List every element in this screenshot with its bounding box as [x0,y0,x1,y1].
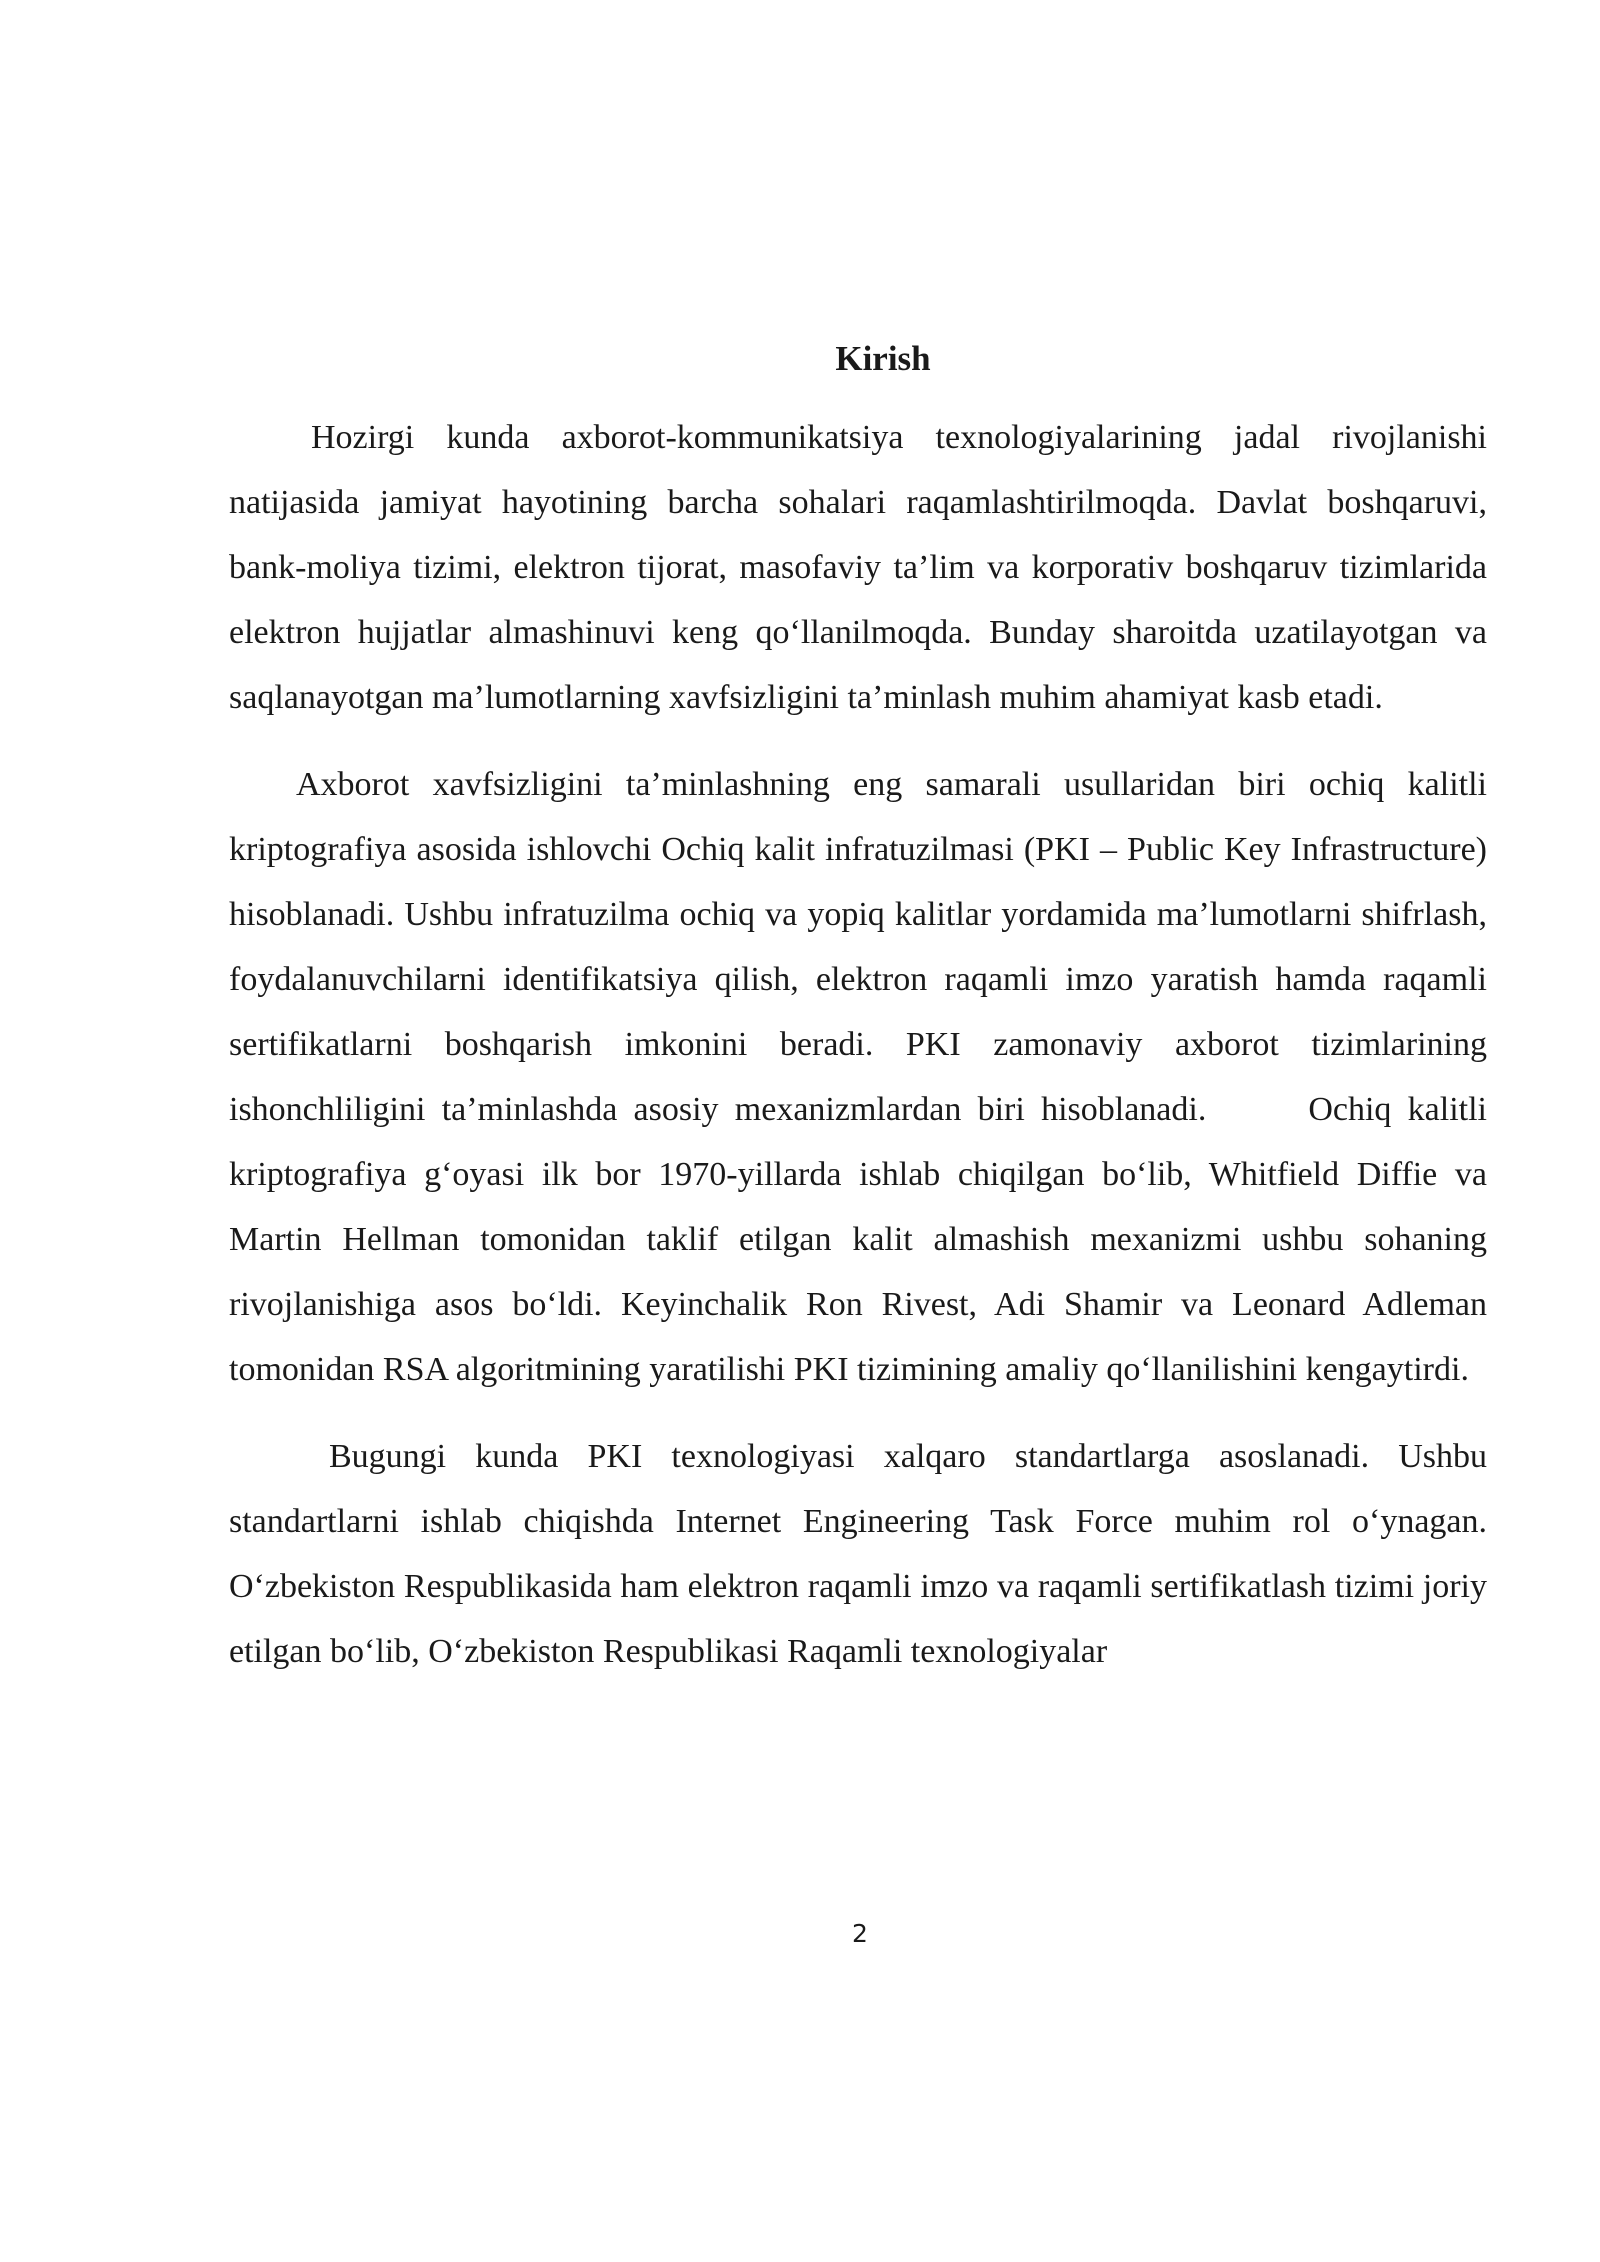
section-title: Kirish [835,339,931,378]
paragraph-2 [229,752,1487,1402]
paragraph-2-part-1: Axborot xavfsizligini ta’minlashning eng samarali usullaridan biri ochiq kalitli kriptografiya asosida ishlovchi Ochiq kalit infratuzilmasi (PKI – Public Key Infrastructure) hisoblanadi. Ushbu infratuzilma ochiq va yopiq kalitlar yordamida ma’lumotlarni shifrlash, foydalanuvchilarni identifikatsiya qilish, elektron raqamli imzo yaratish hamda raqamli sertifikatlarni boshqarish imkonini beradi. PKI zamonaviy axborot tizimlarining ishonchliligini ta’minlashda asosiy mexanizmlardan biri hisoblanadi. [229,766,1487,1128]
page-content [229,326,1487,1706]
page-number: 2 [852,1919,868,1948]
paragraph-2-part-2: Ochiq kalitli kriptografiya g‘oyasi ilk bor 1970-yillarda ishlab chiqilgan bo‘lib, Whitfield Diffie va Martin Hellman tomonidan taklif etilgan kalit almashish mexanizmi ushbu sohaning rivojlanishiga asos bo‘ldi. Keyinchalik Ron Rivest, Adi Shamir va Leonard Adleman tomonidan RSA algoritmining yaratilishi PKI tizimining amaliy qo‘llanilishini kengaytirdi. [229,1091,1487,1388]
paragraph-3: Bugungi kunda PKI texnologiyasi xalqaro standartlarga asoslanadi. Ushbu standartlarni ishlab chiqishda Internet Engineering Task Force muhim rol o‘ynagan. O‘zbekiston Respublikasida ham elektron raqamli imzo va raqamli sertifikatlash tizimi joriy etilgan bo‘lib, O‘zbekiston Respublikasi Raqamli texnologiyalar [229,1438,1487,1670]
paragraph-1: Hozirgi kunda axborot-kommunikatsiya texnologiyalarining jadal rivojlanishi natijasida jamiyat hayotining barcha sohalari raqamlashtirilmoqda. Davlat boshqaruvi, bank-moliya tizimi, elektron tijorat, masofaviy ta’lim va korporativ boshqaruv tizimlarida elektron hujjatlar almashinuvi keng qo‘llanilmoqda. Bunday sharoitda uzatilayotgan va saqlanayotgan ma’lumotlarning xavfsizligini ta’minlash muhim ahamiyat kasb etadi. [229,419,1487,716]
